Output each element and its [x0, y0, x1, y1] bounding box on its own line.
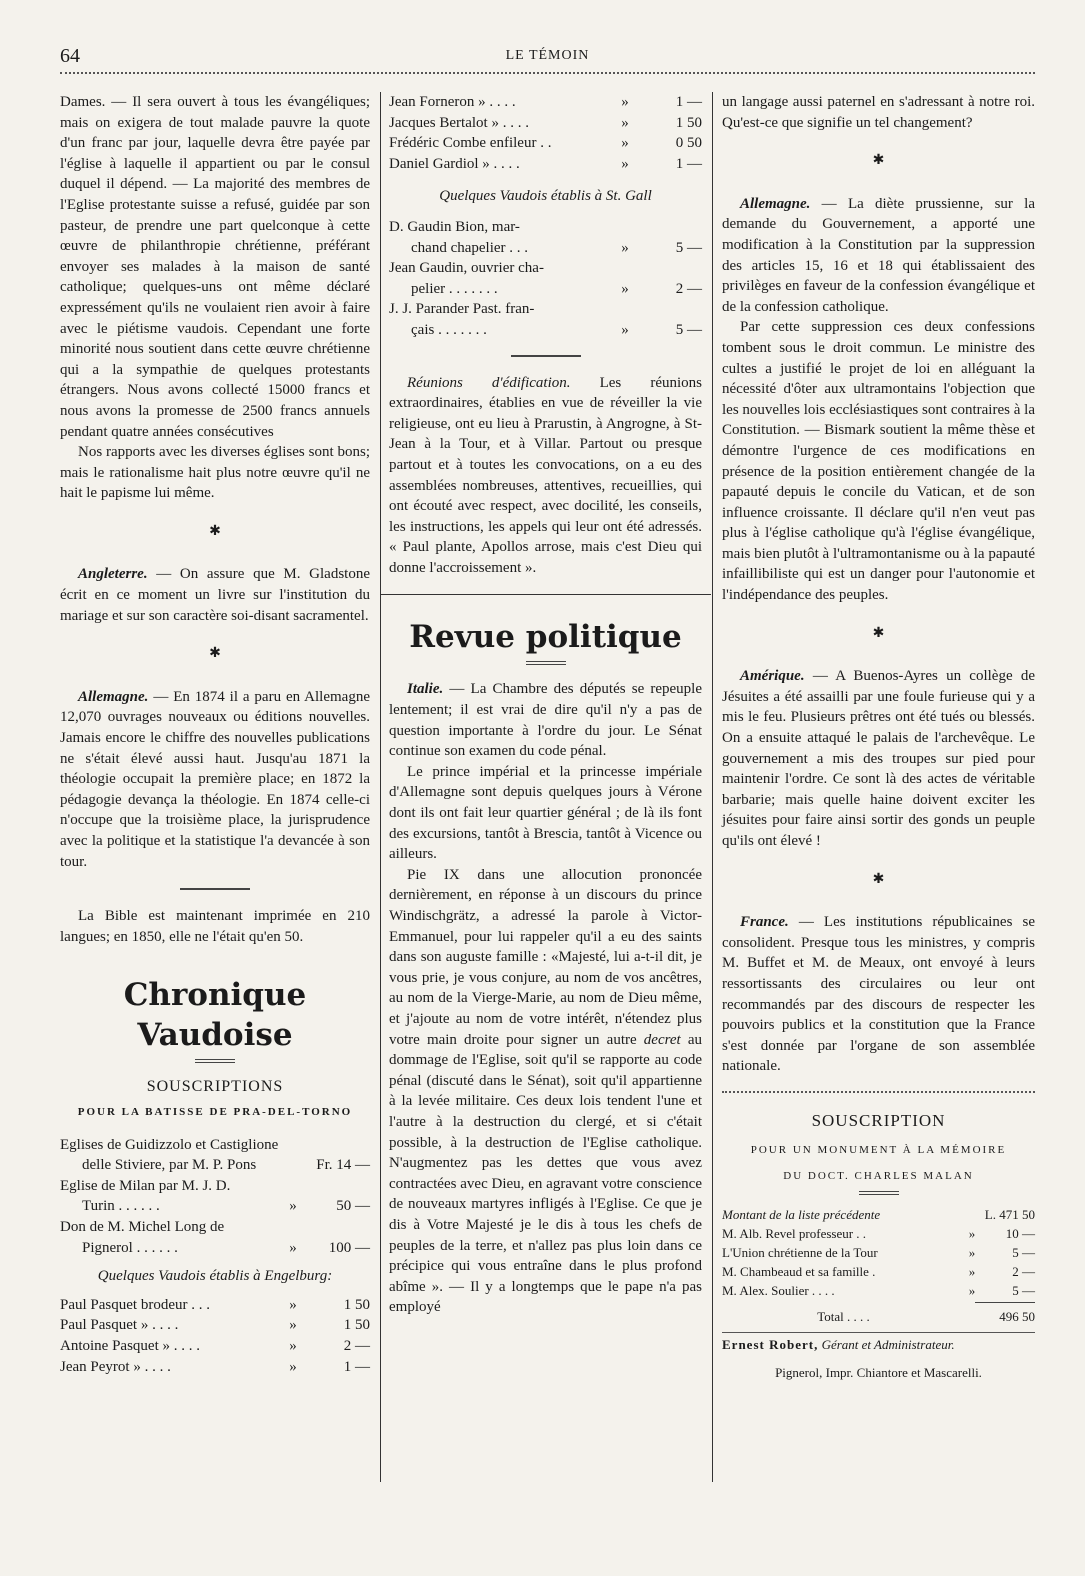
ditto-mark: » [289, 1358, 297, 1375]
donor-amount: 1 50 [343, 1296, 370, 1313]
section-divider [380, 594, 711, 595]
subscription-name: Eglises de Guidizzolo et Castiglione delle Stiviere, par M. P. Pons [60, 1136, 279, 1174]
donor-name: M. Alex. Soulier . . . . [722, 1282, 835, 1298]
paragraph-bible: La Bible est maintenant imprimée en 210 langues; en 1850, elle ne l'était qu'en 50. [60, 908, 370, 945]
paragraph-reunions [389, 373, 702, 579]
total-rule [975, 1302, 1035, 1303]
ditto-mark: » [968, 1282, 976, 1298]
donor-name: J. J. Parander Past. fran- [389, 301, 535, 318]
section-divider [722, 1091, 1035, 1093]
section-rule [180, 888, 250, 890]
donor-amount: 5 — [675, 239, 702, 256]
reunions-heading: Réunions d'édification. [407, 374, 571, 391]
angleterre-heading: Angleterre. [78, 566, 148, 583]
amerique-text: — A Buenos-Ayres un collège de Jésuites a été assailli par une foule furieuse qui y a mis le feu. Plusieurs prêtres ont été tués ou blessés. On a ensuite attaqué le palais de l'archevêque. Le gouvernement a mis des troupes sur pied pour maintenir l'ordre. Ce sont là des actes de véritable barbarie; mais quelle haine doivent exciter les jésuites pour faire ainsi sortir des gonds un peuple qu'ils ont élevé ! [722, 668, 1035, 849]
page-header [60, 45, 1035, 69]
ditto-mark: » [968, 1225, 976, 1241]
engelburg-row [389, 92, 702, 113]
souscription-title: SOUSCRIPTION [811, 1110, 946, 1130]
engelburg-row [60, 1315, 370, 1336]
engelburg-row [389, 113, 702, 134]
montant-label: Montant de la liste précédente [722, 1206, 881, 1222]
ditto-mark: » [289, 1239, 297, 1256]
chronique-title: Chronique Vaudoise [123, 977, 307, 1054]
running-title: LE TÉMOIN [505, 48, 590, 63]
paragraph-dames: Dames. — Il sera ouvert à tous les évangéliques; mais on exigera de tout malade pauvre la quote d'un franc par jour, laquelle devra être payée par l'église à laquelle il appartient ou par le consul duquel il dépend. — La majorité des membres de l'Eglise protestante suisse a refusé, guidée par son pasteur, de prendre une part quelconque à cette œuvre de philanthropie chrétienne, préférant envoyer ses malades à la maison de santé catholique; quelques-uns ont même déclaré expressément qu'ils ne voulaient rien avoir à faire avec le piétisme vaudois. Cependant une forte minorité nous soutient dans cette œuvre chrétienne qui a la sympathie de quelques protestants étrangers. Nous avons collecté 15000 francs et nous avons la promesse de 2500 francs annuels pendant quatre années consécutives [60, 94, 370, 440]
total-amount: 496 50 [999, 1308, 1035, 1324]
donor-name: D. Gaudin Bion, mar- [389, 218, 520, 235]
total-row [722, 1307, 1035, 1326]
separator-star: ✱ [209, 523, 221, 539]
separator-star: ✱ [872, 871, 885, 887]
souscriptions-title: SOUSCRIPTIONS [146, 1078, 284, 1096]
donor-name: Jean Gaudin, ouvrier cha- [389, 260, 544, 277]
header-rule [60, 72, 1035, 74]
donor-amount: 10 — [1005, 1225, 1035, 1241]
donor-amount: 1 50 [343, 1317, 370, 1334]
donor-name: Antoine Pasquet » . . . . [60, 1337, 200, 1354]
reunions-text: Les réunions extraordinaires, établies en vue de réveiller la vie religieuse, ont eu lieu à Prarustin, à Angrogne, à St-Jean à la Tour, et à Villar. Partout ou presque partout et à toutes les convocations, on a eu des assemblées nombreuses, attentives, recueillies, qui ont écouté avec respect, avec docilité, les conseils, les instructions, les appels qui leur ont été adressés. « Paul plante, Apollos arrose, mais c'est Dieu qui donne l'accroissement ». [389, 374, 702, 576]
donor-amount: 1 — [675, 155, 702, 172]
subscription-amount: Fr. 14 — [316, 1157, 370, 1174]
ditto-mark: » [289, 1317, 297, 1334]
donor-amount: 1 — [343, 1358, 370, 1375]
subscription-entry [60, 1135, 370, 1176]
engelburg-row [389, 154, 702, 175]
allemagne-heading: Allemagne. [78, 688, 149, 705]
engelburg-heading: Quelques Vaudois établis à Engelburg: [97, 1268, 333, 1285]
engelburg-row [60, 1295, 370, 1316]
paragraph-rapports: Nos rapports avec les diverses églises sont bons; mais le rationalisme hait plus notre œuvre qu'il ne hait le papisme lui même. [60, 444, 370, 502]
manager-role: Gérant et Administrateur. [818, 1336, 955, 1352]
printer-imprint: Pignerol, Impr. Chiantore et Mascarelli. [775, 1365, 982, 1381]
donor-name: Paul Pasquet brodeur . . . [60, 1296, 210, 1313]
donor-amount: 5 — [1012, 1282, 1035, 1298]
revue-politique-title: Revue politique [409, 619, 682, 656]
title-rule [195, 1059, 235, 1063]
paragraph-france [722, 912, 1035, 1077]
donor-name: pelier . . . . . . . [411, 280, 498, 297]
subscription-amount: 50 — [336, 1198, 370, 1215]
ditto-mark: » [289, 1198, 297, 1215]
ditto-mark: » [621, 114, 629, 131]
engelburg-row [60, 1336, 370, 1357]
donor-name: M. Chambeaud et sa famille . [722, 1263, 876, 1279]
ditto-mark: » [968, 1263, 976, 1279]
souscription-subtitle: POUR UN MONUMENT À LA MÉMOIRE [750, 1143, 1007, 1156]
pie-text-start: Pie IX dans une allocution prononcée dernièrement, en réponse à un discours du prince Windischgrätz, a adressé la parole à Victor-Emmanuel, pour lui rappeler qu'il a eu des saints dans son auguste famille : «Majesté, lui a-t-il dit, je vous prie, je vous conjure, au nom de vos ancêtres, au nom de la Vierge-Marie, au nom de Dieu même, et j'ajoute au nom de votre intérêt, n'étendez plus votre main droite pour signer un autre [389, 866, 702, 1048]
ditto-mark: » [621, 280, 629, 297]
separator-star: ✱ [209, 646, 221, 662]
donor-amount: 2 — [343, 1337, 370, 1354]
italie-heading: Italie. [407, 681, 444, 698]
souscription-row [722, 1281, 1035, 1300]
montant-row [722, 1205, 1035, 1224]
column-rule-1 [380, 92, 381, 1482]
paragraph-langage: un langage aussi paternel en s'adressant à notre roi. Qu'est-ce que signifie un tel changement? [722, 94, 1035, 131]
subscription-city: Turin . . . . . . [82, 1198, 160, 1215]
amerique-heading: Amérique. [740, 668, 805, 685]
engelburg-row [60, 1357, 370, 1378]
donor-amount: 2 — [1012, 1263, 1035, 1279]
donor-amount: 1 — [675, 94, 702, 110]
allemagne-heading: Allemagne. [740, 195, 811, 212]
subscription-name: Eglise de Milan par M. J. D. [60, 1177, 231, 1194]
paragraph-prince: Le prince impérial et la princesse impériale d'Allemagne sont depuis quelques jours à Vérone dont ils ont fait leur quartier général ; de là ils font des excursions, tantôt à Brescia, tantôt à Vicence ou ailleurs. [389, 763, 702, 863]
allemagne-text: — La diète prussienne, sur la demande du Gouvernement, a apporté une modification à la Constitution par la suppression des articles 15, 16 et 18 qui établissaient des privilèges en faveur de la confession évangélique et de la confession catholique. [722, 195, 1035, 315]
paragraph-pie-ix [389, 865, 702, 1318]
paragraph-allemagne-politique [722, 194, 1035, 318]
ditto-mark: » [621, 155, 629, 172]
subscription-entry [60, 1196, 370, 1217]
ditto-mark: » [621, 239, 629, 256]
paragraph-allemagne [60, 687, 370, 872]
ditto-mark: » [289, 1337, 297, 1354]
donor-amount: 2 — [675, 280, 702, 297]
allemagne-text: — En 1874 il a paru en Allemagne 12,070 ouvrages nouveaux ou éditions nouvelles. Jamais encore le chiffre des nouvelles publications ne s'était élevé aussi haut. Jusqu'au 1871 la théologie occupait la première place; en 1872 la pédagogie devança la théologie. En 1874 celle-ci n'occupe que la troisième place, la jurisprudence avec la politique et la statistique l'a devancée à son tour. [60, 688, 370, 870]
ditto-mark: » [289, 1296, 297, 1313]
donor-name: Frédéric Combe enfileur . . [389, 135, 552, 152]
pie-text-end: au dommage de l'Eglise, soit qu'il se rapporte au code pénal (discuté dans le Sénat), soit qu'il appartienne à la levée militaire. Ces deux lois tendent l'une et l'autre à la destruction du clergé, et si c'était possible, à la destruction de l'Eglise catholique. N'augmentez pas les dettes que vous avez contractées avec Dieu, en agravant votre conscience de nouveaux martyres infligés à l'Eglise. Ce que je dis à Votre Majesté je le dis à tous les chefs de peuples de la terre, et n'allez pas plus loin dans ce précipice qui vous entraîne dans le plus profond abîme ». — Il y a longtemps que le pape n'a pas employé [389, 1031, 702, 1316]
ditto-mark: » [621, 135, 629, 152]
title-rule [859, 1191, 899, 1195]
donor-name: Daniel Gardiol » . . . . [389, 155, 520, 172]
souscription-subtitle-2: DU DOCT. CHARLES MALAN [783, 1170, 974, 1183]
italie-text: — La Chambre des députés se repeuple lentement; il est vrai de dire qu'il n'y a pas de question importante à l'ordre du jour. Le Sénat continue son examen du code pénal. [389, 681, 702, 760]
paragraph-suppression: Par cette suppression ces deux confessions tombent sous le droit commun. Le ministre des cultes a justifié le projet de loi en alléguant la nécessité d'ôter aux ultramontains l'objection que les nouvelles lois ecclésiastiques sont contraires à la Constitution. — Bismark soutient la même thèse et démontre l'urgence de ces modifications en présence de la position entièrement changée de la papauté depuis le concile du Vatican, et de son influence croissante. Il déclare qu'il n'en veut pas plus à l'église catholique qu'à l'église évangélique, mais bien plutôt à l'ultramontanisme ou à la papauté infaillibiliste qui est un danger pour l'autonomie et l'indépendance des peuples. [722, 319, 1035, 604]
france-text: — Les institutions républicaines se consolident. Presque tous les ministres, y compris M. Buffet et M. de Meaux, ont envoyé à leurs ressortissants des circulaires ou leur ont recommandés par des discours de respecter les pouvoirs publics et la constitution que la France s'est donnée par l'organe de son assemblée nationale. [722, 914, 1035, 1075]
paragraph-angleterre [60, 564, 370, 626]
montant-amount: L. 471 50 [984, 1206, 1035, 1222]
column-1 [60, 92, 370, 1377]
separator-star: ✱ [872, 153, 885, 169]
pie-decret-word: decret [643, 1031, 681, 1048]
stgall-row [389, 320, 702, 341]
page-number: 64 [60, 45, 80, 67]
stgall-row [389, 238, 702, 259]
donor-name: Jacques Bertalot » . . . . [389, 114, 529, 131]
souscription-row [722, 1262, 1035, 1281]
donor-amount: 5 — [675, 321, 702, 338]
subscription-name: Don de M. Michel Long de [60, 1218, 225, 1235]
donor-amount: 1 50 [675, 114, 702, 131]
souscriptions-subtitle: POUR LA BATISSE DE PRA-DEL-TORNO [77, 1105, 353, 1118]
engelburg-row [389, 133, 702, 154]
manager-signature [722, 1332, 1035, 1356]
donor-amount: 5 — [1012, 1244, 1035, 1260]
subscription-amount: 100 — [328, 1239, 370, 1256]
ditto-mark: » [968, 1244, 976, 1260]
stgall-heading: Quelques Vaudois établis à St. Gall [439, 188, 652, 205]
souscription-row [722, 1224, 1035, 1243]
donor-name: çais . . . . . . . [411, 321, 487, 338]
donor-name: Jean Peyrot » . . . . [60, 1358, 171, 1375]
france-heading: France. [740, 914, 789, 931]
paragraph-italie [389, 679, 702, 761]
title-rule [526, 661, 566, 665]
column-3 [722, 92, 1035, 1384]
donor-name: Paul Pasquet » . . . . [60, 1317, 179, 1334]
column-2 [389, 92, 702, 1318]
souscription-row [722, 1243, 1035, 1262]
donor-name: chand chapelier . . . [411, 239, 529, 256]
donor-name: Jean Forneron » . . . . [389, 94, 516, 110]
stgall-row [389, 279, 702, 300]
paragraph-amerique [722, 666, 1035, 851]
donor-amount: 0 50 [675, 135, 702, 152]
ditto-mark: » [621, 321, 629, 338]
column-rule-2 [712, 92, 713, 1482]
separator-star: ✱ [872, 625, 885, 641]
donor-name: M. Alb. Revel professeur . . [722, 1225, 867, 1241]
subscription-entry [60, 1238, 370, 1259]
donor-name: L'Union chrétienne de la Tour [722, 1244, 878, 1260]
angleterre-text: — On assure que M. Gladstone écrit en ce moment un livre sur l'institution du mariage et sur son caractère soi-disant sacramentel. [60, 566, 370, 624]
subscription-city: Pignerol . . . . . . [82, 1239, 178, 1256]
manager-name: Ernest Robert, [722, 1336, 819, 1352]
total-label: Total . . . . [817, 1308, 870, 1324]
ditto-mark: » [621, 94, 629, 110]
section-rule [511, 355, 581, 357]
